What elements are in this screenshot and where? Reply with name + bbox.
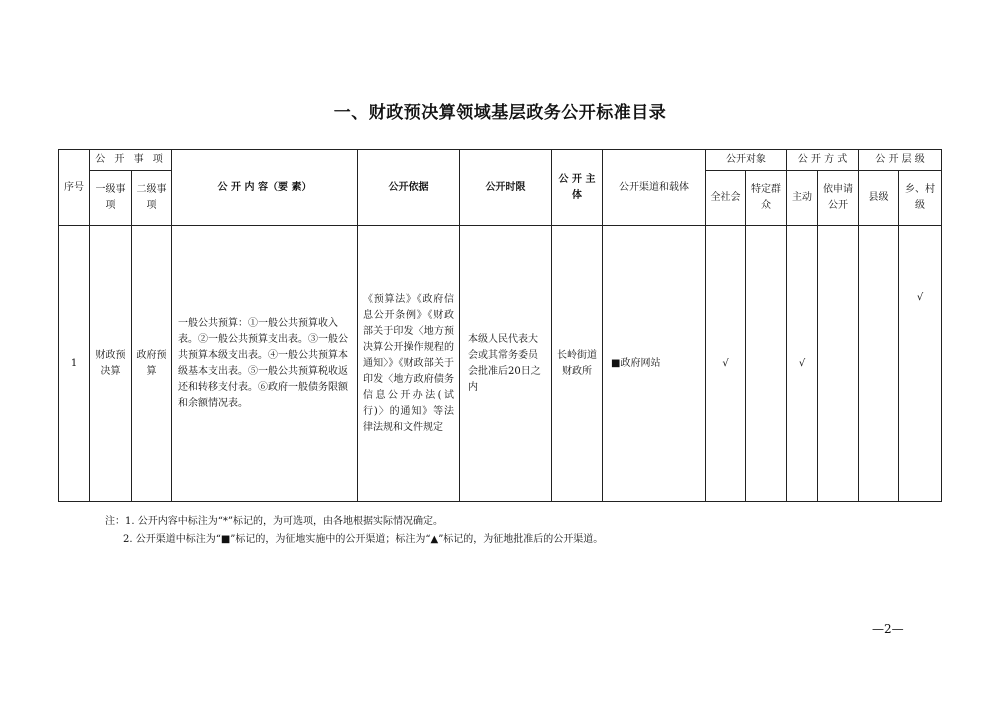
- header-method-request: 依申请公开: [818, 171, 859, 226]
- header-method-group: 公 开 方 式: [787, 150, 859, 171]
- header-level2: 二级事项: [132, 171, 172, 226]
- header-level-township: 乡、村级: [899, 171, 942, 226]
- row-content: 一般公共预算：①一般公共预算收入表。②一般公共预算支出表。③一般公共预算本级支出表。④一般公共预算本级基本支出表。⑤一般公共预算税收返还和转移支付表。⑥政府一般债务限额和余额情况表。: [172, 226, 358, 502]
- row-channel: ■政府网站: [603, 226, 706, 502]
- disclosure-catalog-table: [58, 149, 942, 502]
- document-title: 一、财政预决算领域基层政务公开标准目录: [333, 103, 667, 123]
- row-level-county-check: [859, 226, 899, 502]
- row-level1: 财政预决算: [90, 226, 132, 502]
- row-audience-all-check: √: [706, 226, 746, 502]
- header-time-limit: 公开时限: [460, 150, 552, 226]
- row-subject: 长岭街道财政所: [552, 226, 603, 502]
- row-level-township-check: √: [899, 226, 942, 502]
- row-method-request-check: [818, 226, 859, 502]
- row-method-active-check: √: [787, 226, 818, 502]
- page-number: —2—: [872, 622, 904, 636]
- header-row-1: [59, 150, 942, 171]
- footnote-1: 注：1. 公开内容中标注为“*”标记的，为可选项，由各地根据实际情况确定。: [105, 516, 443, 527]
- header-subject: 公 开 主 体: [552, 150, 603, 226]
- header-audience-all: 全社会: [706, 171, 746, 226]
- row-audience-specific-check: [746, 226, 787, 502]
- row-basis: 《预算法》《政府信息公开条例》《财政部关于印发〈地方预决算公开操作规程的通知〉》《财政部关于印发〈地方政府债务信息公开办法(试行)〉的通知》等法律法规和文件规定: [358, 226, 460, 502]
- table-row: [59, 226, 942, 502]
- footnotes: [105, 513, 603, 549]
- header-seq: 序号: [59, 150, 90, 226]
- header-channel: 公开渠道和载体: [603, 150, 706, 226]
- footnote-2: 2. 公开渠道中标注为“■”标记的，为征地实施中的公开渠道；标注为“▲”标记的，为征地批准后的公开渠道。: [123, 534, 604, 545]
- header-items-group: 公 开 事 项: [90, 150, 172, 171]
- row-time-limit: 本级人民代表大会或其常务委员会批准后20日之内: [460, 226, 552, 502]
- row-level2: 政府预算: [132, 226, 172, 502]
- header-level1: 一级事项: [90, 171, 132, 226]
- header-content: 公 开 内 容（要 素）: [172, 150, 358, 226]
- header-audience-specific: 特定群众: [746, 171, 787, 226]
- header-method-active: 主动: [787, 171, 818, 226]
- row-seq: 1: [59, 226, 90, 502]
- header-basis: 公开依据: [358, 150, 460, 226]
- header-level-county: 县级: [859, 171, 899, 226]
- header-audience-group: 公开对象: [706, 150, 787, 171]
- header-level-group: 公 开 层 级: [859, 150, 942, 171]
